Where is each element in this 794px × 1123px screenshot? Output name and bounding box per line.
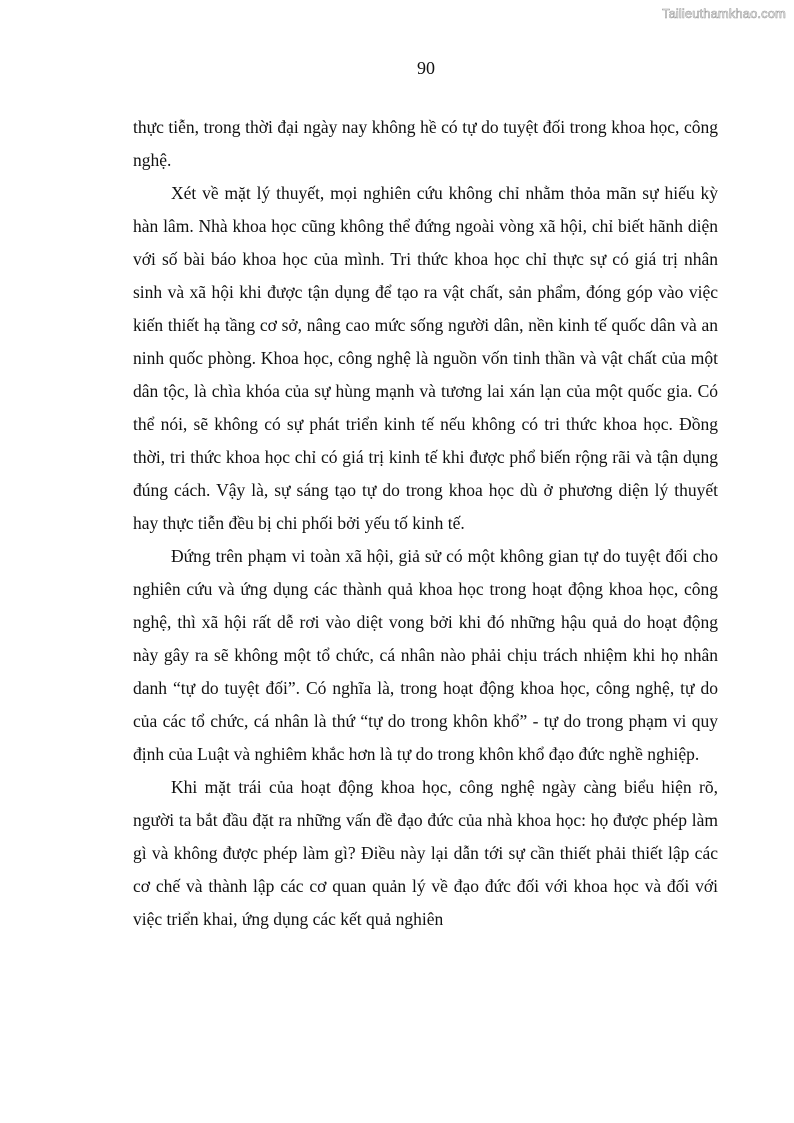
document-body: [133, 111, 718, 936]
watermark: Tailieuthamkhao.com: [661, 6, 786, 21]
paragraph-society: Đứng trên phạm vi toàn xã hội, giả sử có một không gian tự do tuyệt đối cho nghiên cứu và ứng dụng các thành quả khoa học trong hoạt động khoa học, công nghệ, thì xã hội rất dễ rơi vào diệt vong bởi khi đó những hậu quả do hoạt động này gây ra sẽ không một tổ chức, cá nhân nào phải chịu trách nhiệm khi họ nhân danh “tự do tuyệt đối”. Có nghĩa là, trong hoạt động khoa học, công nghệ, tự do của các tổ chức, cá nhân là thứ “tự do trong khôn khổ” - tự do trong phạm vi quy định của Luật và nghiêm khắc hơn là tự do trong khôn khổ đạo đức nghề nghiệp.: [133, 546, 718, 764]
page-number: 90: [417, 58, 435, 78]
paragraph-theory: Xét về mặt lý thuyết, mọi nghiên cứu không chỉ nhằm thỏa mãn sự hiếu kỳ hàn lâm. Nhà khoa học cũng không thể đứng ngoài vòng xã hội, chỉ biết hãnh diện với số bài báo khoa học của mình. Tri thức khoa học chỉ thực sự có giá trị nhân sinh và xã hội khi được tận dụng để tạo ra vật chất, sản phẩm, đóng góp vào việc kiến thiết hạ tầng cơ sở, nâng cao mức sống người dân, nền kinh tế quốc dân và an ninh quốc phòng. Khoa học, công nghệ là nguồn vốn tinh thần và vật chất của một dân tộc, là chìa khóa của sự hùng mạnh và tương lai xán lạn của một quốc gia. Có thể nói, sẽ không có sự phát triển kinh tế nếu không có tri thức khoa học. Đồng thời, tri thức khoa học chỉ có giá trị kinh tế khi được phổ biến rộng rãi và tận dụng đúng cách. Vậy là, sự sáng tạo tự do trong khoa học dù ở phương diện lý thuyết hay thực tiễn đều bị chi phối bởi yếu tố kinh tế.: [133, 183, 718, 533]
paragraph-continuation: thực tiễn, trong thời đại ngày nay không hề có tự do tuyệt đối trong khoa học, công nghệ.: [133, 117, 718, 170]
paragraph-ethics: Khi mặt trái của hoạt động khoa học, công nghệ ngày càng biểu hiện rõ, người ta bắt đầu đặt ra những vấn đề đạo đức của nhà khoa học: họ được phép làm gì và không được phép làm gì? Điều này lại dẫn tới sự cần thiết phải thiết lập các cơ chế và thành lập các cơ quan quản lý về đạo đức đối với khoa học và đối với việc triển khai, ứng dụng các kết quả nghiên: [133, 777, 718, 929]
